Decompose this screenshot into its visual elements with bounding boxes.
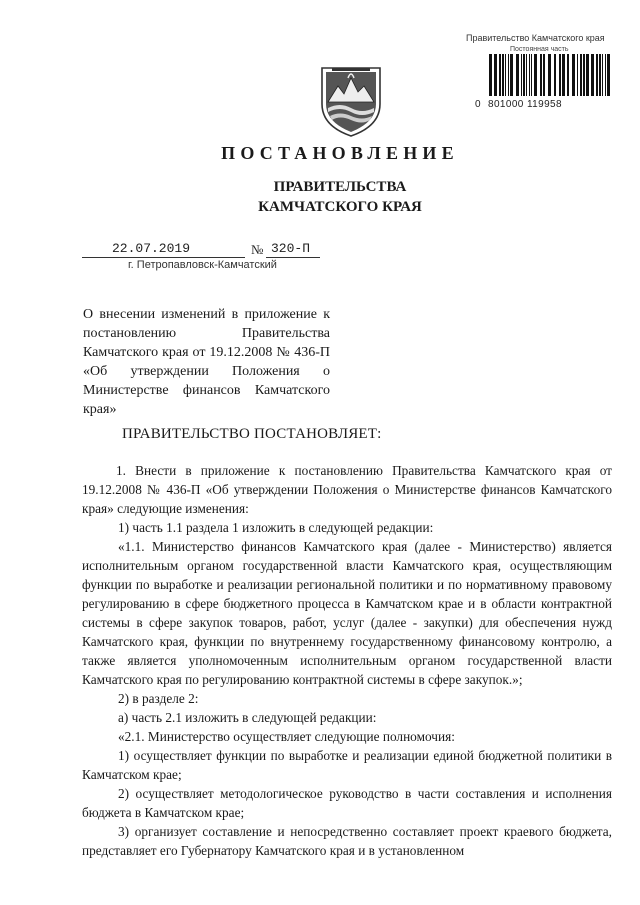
- registry-number: 801000 119958: [488, 99, 562, 110]
- coat-of-arms-icon: [318, 64, 384, 138]
- document-body: [82, 461, 612, 860]
- registry-number-lead: 0: [475, 99, 481, 110]
- document-title: ПОСТАНОВЛЕНИЕ: [221, 143, 459, 163]
- body-paragraph: а) часть 2.1 изложить в следующей редакции:: [118, 710, 377, 725]
- issue-city: г. Петропавловск-Камчатский: [128, 259, 277, 271]
- body-paragraph: 3) организует составление и непосредственно составляет проект краевого бюджета, представляет его Губернатору Камчатского края и в установленном: [82, 824, 612, 858]
- registry-part-label: Постоянная часть: [510, 46, 569, 53]
- registry-org-label: Правительство Камчатского края: [466, 33, 605, 43]
- body-paragraph: 2) осуществляет методологическое руководство в части составления и исполнения бюджета в Камчатском крае;: [82, 786, 612, 820]
- document-number: 320-П: [271, 241, 311, 256]
- document-subject: О внесении изменений в приложение к постановлению Правительства Камчатского края от 19.12.2008 № 436-П «Об утверждении Положения о Министерстве финансов Камчатского края»: [83, 307, 330, 417]
- date-underline: [82, 257, 245, 258]
- barcode-icon: [487, 48, 613, 98]
- body-paragraph: 1. Внести в приложение к постановлению Правительства Камчатского края от 19.12.2008 № 436-П «Об утверждении Положения о Министерстве финансов Камчатского края» следующие изменения:: [82, 463, 612, 516]
- number-sign: №: [251, 242, 264, 257]
- body-paragraph: 1) часть 1.1 раздела 1 изложить в следующей редакции:: [118, 520, 434, 535]
- body-paragraph: 2) в разделе 2:: [118, 691, 199, 706]
- authority-line-1: ПРАВИТЕЛЬСТВА: [273, 179, 407, 195]
- body-paragraph: 1) осуществляет функции по выработке и реализации единой бюджетной политики в Камчатском крае;: [82, 748, 612, 782]
- body-paragraph: «2.1. Министерство осуществляет следующие полномочия:: [118, 729, 455, 744]
- number-underline: [266, 257, 320, 258]
- body-paragraph: «1.1. Министерство финансов Камчатского края (далее - Министерство) является исполнительным органом государственной власти Камчатского края, осуществляющим функции по выработке и реализации региональной политики и по нормативному правовому регулированию в сфере бюджетного процесса в Камчатском крае и в области контрактной системы в сфере закупок товаров, работ, услуг (далее - закупки) для обеспечения нужд Камчатского края, функции по внутреннему государственному финансовому контролю, а также является уполномоченным исполнительным органом государственной власти Камчатского края по регулированию контрактной системы в сфере закупок.»;: [82, 539, 612, 687]
- resolution-heading: ПРАВИТЕЛЬСТВО ПОСТАНОВЛЯЕТ:: [122, 426, 382, 442]
- authority-line-2: КАМЧАТСКОГО КРАЯ: [258, 199, 422, 215]
- issuing-authority: [0, 177, 640, 217]
- document-date: 22.07.2019: [112, 241, 191, 256]
